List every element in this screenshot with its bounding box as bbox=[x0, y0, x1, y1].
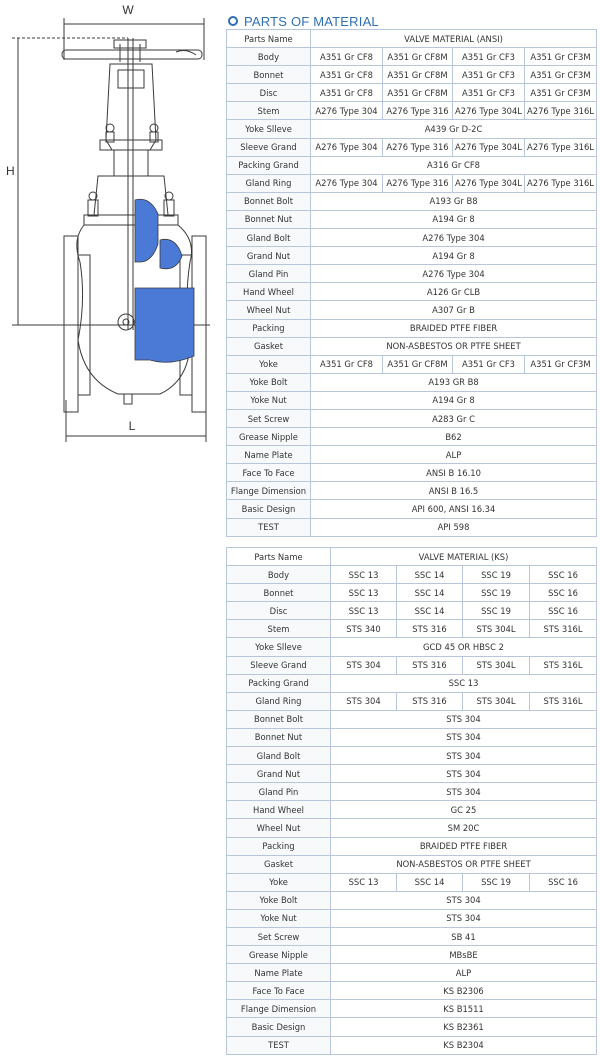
material-cell: SSC 13 bbox=[331, 584, 397, 602]
material-cell: A351 Gr CF8M bbox=[383, 66, 453, 84]
material-cell: A276 Type 304 bbox=[311, 174, 383, 192]
table-row bbox=[227, 518, 597, 536]
header-parts-name: Parts Name bbox=[227, 30, 311, 48]
table-row bbox=[227, 373, 597, 391]
part-name-cell: Basic Design bbox=[227, 1018, 331, 1036]
table-row bbox=[227, 138, 597, 156]
material-cell: SSC 19 bbox=[463, 602, 530, 620]
material-cell: SSC 13 bbox=[331, 674, 597, 692]
section-title bbox=[228, 12, 379, 30]
material-cell: SSC 13 bbox=[331, 602, 397, 620]
material-cell: GCD 45 OR HBSC 2 bbox=[331, 638, 597, 656]
part-name-cell: Stem bbox=[227, 620, 331, 638]
part-name-cell: Flange Dimension bbox=[227, 1000, 331, 1018]
part-name-cell: TEST bbox=[227, 1036, 331, 1054]
part-name-cell: Bonnet bbox=[227, 584, 331, 602]
part-name-cell: Hand Wheel bbox=[227, 283, 311, 301]
part-name-cell: Yoke Bolt bbox=[227, 373, 311, 391]
material-cell: KS B2304 bbox=[331, 1036, 597, 1054]
material-cell: ALP bbox=[311, 446, 597, 464]
material-cell: A307 Gr B bbox=[311, 301, 597, 319]
material-cell: SSC 14 bbox=[397, 584, 463, 602]
material-cell: SSC 14 bbox=[397, 873, 463, 891]
part-name-cell: Stem bbox=[227, 102, 311, 120]
ks-material-table bbox=[226, 547, 597, 1055]
table-row bbox=[227, 337, 597, 355]
material-cell: A351 Gr CF3M bbox=[525, 355, 597, 373]
table-row bbox=[227, 891, 597, 909]
table-row bbox=[227, 428, 597, 446]
material-cell: A276 Type 316 bbox=[383, 138, 453, 156]
material-cell: A276 Type 304 bbox=[311, 102, 383, 120]
material-cell: A351 Gr CF8 bbox=[311, 66, 383, 84]
material-cell: STS 304L bbox=[463, 620, 530, 638]
material-cell: A276 Type 316 bbox=[383, 102, 453, 120]
bullet-ring-icon bbox=[228, 16, 238, 26]
table-row bbox=[227, 283, 597, 301]
material-cell: ALP bbox=[331, 964, 597, 982]
material-cell: STS 304 bbox=[331, 710, 597, 728]
material-cell: GC 25 bbox=[331, 801, 597, 819]
part-name-cell: Wheel Nut bbox=[227, 301, 311, 319]
part-name-cell: Set Screw bbox=[227, 409, 311, 427]
table-row bbox=[227, 747, 597, 765]
material-cell: SSC 14 bbox=[397, 566, 463, 584]
table-row bbox=[227, 301, 597, 319]
table-row bbox=[227, 1000, 597, 1018]
part-name-cell: Bonnet Bolt bbox=[227, 192, 311, 210]
material-cell: A351 Gr CF8 bbox=[311, 355, 383, 373]
part-name-cell: Yoke Nut bbox=[227, 909, 331, 927]
table-row bbox=[227, 1036, 597, 1054]
disc-fill bbox=[135, 288, 194, 362]
material-cell: A276 Type 316L bbox=[525, 138, 597, 156]
part-name-cell: Gland Ring bbox=[227, 692, 331, 710]
stem bbox=[128, 38, 133, 330]
dim-h-label: H bbox=[6, 164, 15, 178]
part-name-cell: Bonnet Nut bbox=[227, 728, 331, 746]
material-cell: KS B2361 bbox=[331, 1018, 597, 1036]
dim-w-label: W bbox=[122, 3, 134, 17]
ansi-table-body bbox=[227, 30, 597, 537]
material-cell: ANSI B 16.10 bbox=[311, 464, 597, 482]
hand-wheel bbox=[62, 40, 202, 62]
table-row bbox=[227, 801, 597, 819]
table-row bbox=[227, 102, 597, 120]
table-row bbox=[227, 446, 597, 464]
material-cell: A351 Gr CF3M bbox=[525, 66, 597, 84]
table-row bbox=[227, 946, 597, 964]
material-cell: A276 Type 316L bbox=[525, 174, 597, 192]
part-name-cell: Face To Face bbox=[227, 464, 311, 482]
table-row bbox=[227, 909, 597, 927]
material-cell: A351 Gr CF3 bbox=[453, 355, 525, 373]
table-row bbox=[227, 229, 597, 247]
table-row bbox=[227, 464, 597, 482]
material-cell: SB 41 bbox=[331, 927, 597, 945]
part-name-cell: Body bbox=[227, 566, 331, 584]
part-name-cell: Flange Dimension bbox=[227, 482, 311, 500]
ks-table-body bbox=[227, 548, 597, 1055]
material-cell: A351 Gr CF3 bbox=[453, 84, 525, 102]
material-cell: BRAIDED PTFE FIBER bbox=[311, 319, 597, 337]
material-cell: A351 Gr CF8 bbox=[311, 84, 383, 102]
material-cell: A193 GR B8 bbox=[311, 373, 597, 391]
material-cell: API 598 bbox=[311, 518, 597, 536]
material-cell: STS 316L bbox=[530, 692, 597, 710]
material-cell: A193 Gr B8 bbox=[311, 192, 597, 210]
material-cell: A351 Gr CF8 bbox=[311, 48, 383, 66]
part-name-cell: Gland Bolt bbox=[227, 747, 331, 765]
part-name-cell: Yoke Slleve bbox=[227, 120, 311, 138]
material-cell: A351 Gr CF3M bbox=[525, 48, 597, 66]
part-name-cell: Sleeve Grand bbox=[227, 656, 331, 674]
table-row bbox=[227, 482, 597, 500]
part-name-cell: Disc bbox=[227, 602, 331, 620]
material-cell: STS 316 bbox=[397, 620, 463, 638]
part-name-cell: Basic Design bbox=[227, 500, 311, 518]
header-valve-material: VALVE MATERIAL (ANSI) bbox=[311, 30, 597, 48]
material-cell: SSC 19 bbox=[463, 873, 530, 891]
material-cell: A351 Gr CF8M bbox=[383, 48, 453, 66]
material-cell: A194 Gr 8 bbox=[311, 247, 597, 265]
material-cell: SM 20C bbox=[331, 819, 597, 837]
material-cell: SSC 19 bbox=[463, 584, 530, 602]
part-name-cell: Yoke Bolt bbox=[227, 891, 331, 909]
material-cell: A276 Type 316 bbox=[383, 174, 453, 192]
material-cell: A126 Gr CLB bbox=[311, 283, 597, 301]
table-row bbox=[227, 319, 597, 337]
table-row bbox=[227, 500, 597, 518]
material-cell: STS 304 bbox=[331, 765, 597, 783]
table-row bbox=[227, 728, 597, 746]
table-row bbox=[227, 638, 597, 656]
neck-fill bbox=[160, 239, 182, 268]
part-name-cell: Yoke bbox=[227, 873, 331, 891]
part-name-cell: Gasket bbox=[227, 337, 311, 355]
yoke bbox=[100, 64, 162, 176]
table-row bbox=[227, 783, 597, 801]
material-cell: STS 304 bbox=[331, 728, 597, 746]
part-name-cell: Packing bbox=[227, 837, 331, 855]
material-cell: A351 Gr CF3 bbox=[453, 48, 525, 66]
part-name-cell: Gasket bbox=[227, 855, 331, 873]
table-row bbox=[227, 819, 597, 837]
material-cell: STS 304 bbox=[331, 692, 397, 710]
part-name-cell: Packing Grand bbox=[227, 674, 331, 692]
table-row bbox=[227, 174, 597, 192]
table-row bbox=[227, 84, 597, 102]
part-name-cell: Name Plate bbox=[227, 964, 331, 982]
part-name-cell: Yoke Slleve bbox=[227, 638, 331, 656]
material-cell: BRAIDED PTFE FIBER bbox=[331, 837, 597, 855]
part-name-cell: TEST bbox=[227, 518, 311, 536]
material-cell: STS 304 bbox=[331, 783, 597, 801]
material-cell: KS B1511 bbox=[331, 1000, 597, 1018]
bonnet bbox=[84, 176, 178, 225]
bonnet-fill bbox=[135, 199, 158, 262]
material-cell: SSC 16 bbox=[530, 873, 597, 891]
header-valve-material: VALVE MATERIAL (KS) bbox=[331, 548, 597, 566]
material-cell: NON-ASBESTOS OR PTFE SHEET bbox=[331, 855, 597, 873]
part-name-cell: Disc bbox=[227, 84, 311, 102]
material-cell: A276 Type 304 bbox=[311, 229, 597, 247]
material-cell: NON-ASBESTOS OR PTFE SHEET bbox=[311, 337, 597, 355]
part-name-cell: Gland Pin bbox=[227, 783, 331, 801]
material-cell: SSC 16 bbox=[530, 602, 597, 620]
part-name-cell: Yoke Nut bbox=[227, 391, 311, 409]
table-row bbox=[227, 566, 597, 584]
table-row bbox=[227, 873, 597, 891]
table-row bbox=[227, 855, 597, 873]
material-cell: A351 Gr CF3 bbox=[453, 66, 525, 84]
material-cell: STS 304L bbox=[463, 692, 530, 710]
material-cell: STS 316 bbox=[397, 692, 463, 710]
table-row bbox=[227, 391, 597, 409]
material-cell: STS 304 bbox=[331, 747, 597, 765]
part-name-cell: Face To Face bbox=[227, 982, 331, 1000]
material-cell: SSC 19 bbox=[463, 566, 530, 584]
ansi-material-table bbox=[226, 29, 597, 537]
part-name-cell: Bonnet Nut bbox=[227, 210, 311, 228]
part-name-cell: Yoke bbox=[227, 355, 311, 373]
table-row bbox=[227, 48, 597, 66]
material-cell: STS 304L bbox=[463, 656, 530, 674]
part-name-cell: Name Plate bbox=[227, 446, 311, 464]
part-name-cell: Gland Bolt bbox=[227, 229, 311, 247]
table-row bbox=[227, 982, 597, 1000]
table-row bbox=[227, 620, 597, 638]
material-cell: A276 Type 304 bbox=[311, 138, 383, 156]
table-row bbox=[227, 656, 597, 674]
part-name-cell: Gland Pin bbox=[227, 265, 311, 283]
part-name-cell: Bonnet bbox=[227, 66, 311, 84]
material-cell: A276 Type 304L bbox=[453, 102, 525, 120]
table-row bbox=[227, 837, 597, 855]
part-name-cell: Set Screw bbox=[227, 927, 331, 945]
material-cell: A351 Gr CF8M bbox=[383, 355, 453, 373]
table-row bbox=[227, 927, 597, 945]
material-cell: STS 304 bbox=[331, 891, 597, 909]
material-cell: STS 316L bbox=[530, 620, 597, 638]
material-cell: B62 bbox=[311, 428, 597, 446]
part-name-cell: Grease Nipple bbox=[227, 428, 311, 446]
material-cell: API 600, ANSI 16.34 bbox=[311, 500, 597, 518]
material-cell: STS 340 bbox=[331, 620, 397, 638]
material-cell: A276 Type 304L bbox=[453, 138, 525, 156]
section-title-text: PARTS OF MATERIAL bbox=[244, 13, 379, 29]
material-cell: A316 Gr CF8 bbox=[311, 156, 597, 174]
material-cell: A194 Gr 8 bbox=[311, 391, 597, 409]
material-cell: A351 Gr CF8M bbox=[383, 84, 453, 102]
table-row bbox=[227, 1018, 597, 1036]
material-cell: A283 Gr C bbox=[311, 409, 597, 427]
part-name-cell: Packing bbox=[227, 319, 311, 337]
table-row bbox=[227, 964, 597, 982]
material-cell: A276 Type 316L bbox=[525, 102, 597, 120]
part-name-cell: Grease Nipple bbox=[227, 946, 331, 964]
material-cell: A276 Type 304L bbox=[453, 174, 525, 192]
material-cell: SSC 13 bbox=[331, 873, 397, 891]
table-row bbox=[227, 120, 597, 138]
table-row bbox=[227, 247, 597, 265]
part-name-cell: Hand Wheel bbox=[227, 801, 331, 819]
material-cell: STS 316L bbox=[530, 656, 597, 674]
table-row bbox=[227, 192, 597, 210]
material-cell: ANSI B 16.5 bbox=[311, 482, 597, 500]
part-name-cell: Grand Nut bbox=[227, 765, 331, 783]
material-cell: STS 316 bbox=[397, 656, 463, 674]
material-cell: KS B2306 bbox=[331, 982, 597, 1000]
material-cell: STS 304 bbox=[331, 909, 597, 927]
table-row bbox=[227, 409, 597, 427]
table-header-row bbox=[227, 548, 597, 566]
part-name-cell: Sleeve Grand bbox=[227, 138, 311, 156]
table-row bbox=[227, 265, 597, 283]
material-cell: STS 304 bbox=[331, 656, 397, 674]
part-name-cell: Packing Grand bbox=[227, 156, 311, 174]
table-row bbox=[227, 156, 597, 174]
part-name-cell: Gland Ring bbox=[227, 174, 311, 192]
material-cell: MBsBE bbox=[331, 946, 597, 964]
part-name-cell: Grand Nut bbox=[227, 247, 311, 265]
part-name-cell: Bonnet Bolt bbox=[227, 710, 331, 728]
material-cell: A439 Gr D-2C bbox=[311, 120, 597, 138]
table-row bbox=[227, 355, 597, 373]
material-cell: SSC 16 bbox=[530, 566, 597, 584]
material-cell: A276 Type 304 bbox=[311, 265, 597, 283]
dim-l-label: L bbox=[128, 419, 136, 433]
table-row bbox=[227, 692, 597, 710]
material-cell: SSC 16 bbox=[530, 584, 597, 602]
material-cell: SSC 14 bbox=[397, 602, 463, 620]
table-row bbox=[227, 210, 597, 228]
table-row bbox=[227, 674, 597, 692]
part-name-cell: Wheel Nut bbox=[227, 819, 331, 837]
table-row bbox=[227, 602, 597, 620]
material-cell: A351 Gr CF3M bbox=[525, 84, 597, 102]
valve-cross-section-drawing bbox=[0, 0, 222, 460]
header-parts-name: Parts Name bbox=[227, 548, 331, 566]
material-cell: SSC 13 bbox=[331, 566, 397, 584]
table-row bbox=[227, 584, 597, 602]
table-row bbox=[227, 765, 597, 783]
part-name-cell: Body bbox=[227, 48, 311, 66]
table-row bbox=[227, 710, 597, 728]
table-row bbox=[227, 66, 597, 84]
table-header-row bbox=[227, 30, 597, 48]
material-cell: A194 Gr 8 bbox=[311, 210, 597, 228]
